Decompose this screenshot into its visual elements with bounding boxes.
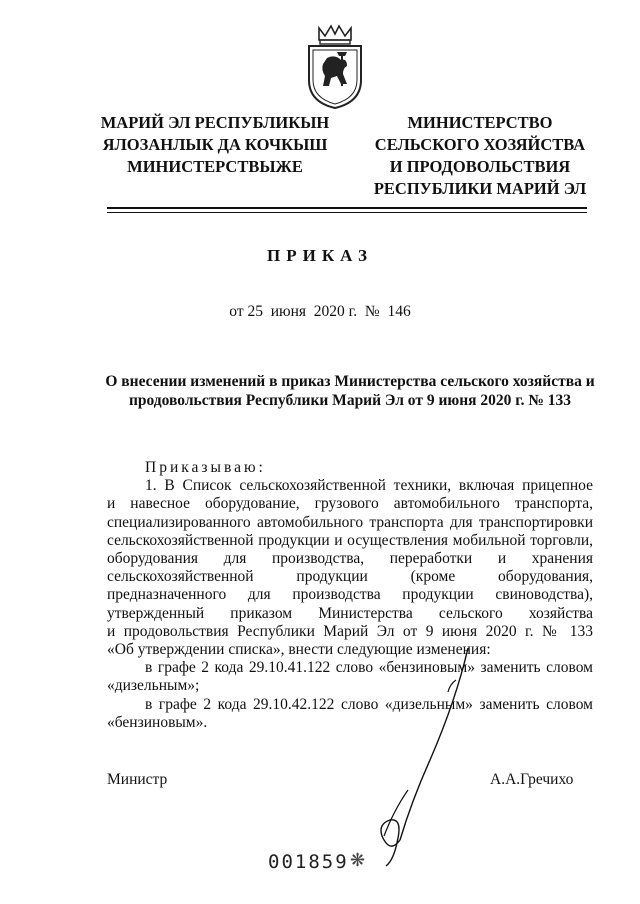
body-line: 1. В Список сельскохозяйственной техники, включая прицепное xyxy=(145,477,593,495)
header-right-line: И ПРОДОВОЛЬСТВИЯ xyxy=(389,157,571,176)
header-rule-thick xyxy=(107,207,587,209)
change-item-1: в графе 2 кода 29.10.41.122 слово «бензиновым» заменить словом xyxy=(145,659,593,677)
header-left-line: ЯЛОЗАНЛЫК ДА КОЧКЫШ xyxy=(102,135,328,154)
body-line: предназначенного для производства продукции свиноводства), xyxy=(107,586,593,604)
document-subject: О внесении изменений в приказ Министерства сельского хозяйства и продовольствия Республики Марий Эл от 9 июня 2020 г. № 133 xyxy=(105,373,595,409)
body-line: и продовольствия Республики Марий Эл от 9 июня 2020 г. № 133 xyxy=(107,622,593,640)
body-line: оборудования для производства, переработки и хранения xyxy=(107,550,593,568)
body-line: утвержденный приказом Министерства сельского хозяйства xyxy=(107,604,593,622)
document-body xyxy=(107,459,593,732)
change-item-2-cont: «бензиновым». xyxy=(107,713,208,731)
signature-mark xyxy=(360,640,490,870)
header-right-line: СЕЛЬСКОГО ХОЗЯЙСТВА xyxy=(374,135,586,154)
signer-position: Министр xyxy=(107,771,168,788)
asterisk-mark: ❋ xyxy=(350,850,366,870)
header-right-line: МИНИСТЕРСТВО xyxy=(407,113,553,132)
change-item-2: в графе 2 кода 29.10.42.122 слово «дизельным» заменить словом xyxy=(145,695,593,713)
document-date-number: от 25 июня 2020 г. № 146 xyxy=(229,303,411,320)
header-rule-thin xyxy=(107,212,587,213)
header-left-line: МИНИСТЕРСТВЫЖЕ xyxy=(127,157,303,176)
body-line: и навесное оборудование, грузового автомобильного транспорта, xyxy=(107,495,593,513)
header-right-line: РЕСПУБЛИКИ МАРИЙ ЭЛ xyxy=(373,179,587,198)
body-lead: Приказываю: xyxy=(145,459,266,476)
document-title: ПРИКАЗ xyxy=(267,246,373,265)
serial-number: 001859 xyxy=(268,851,349,873)
ministry-name-mari xyxy=(100,112,330,178)
signer-name: А.А.Гречихо xyxy=(490,771,574,788)
body-line: сельскохозяйственной продукции и осуществления мобильной торговли, xyxy=(107,531,593,549)
change-item-1-cont: «дизельным»; xyxy=(107,677,200,695)
coat-of-arms-icon xyxy=(303,22,367,112)
header-left-line: МАРИЙ ЭЛ РЕСПУБЛИКЫН xyxy=(100,113,330,132)
body-line: «Об утверждении списка», внести следующие изменения: xyxy=(107,641,491,659)
body-line: сельскохозяйственной продукции (кроме оборудования, xyxy=(107,568,593,586)
body-line: специализированного автомобильного транспорта для транспортировки xyxy=(107,513,593,531)
ministry-name-russian xyxy=(360,112,600,200)
